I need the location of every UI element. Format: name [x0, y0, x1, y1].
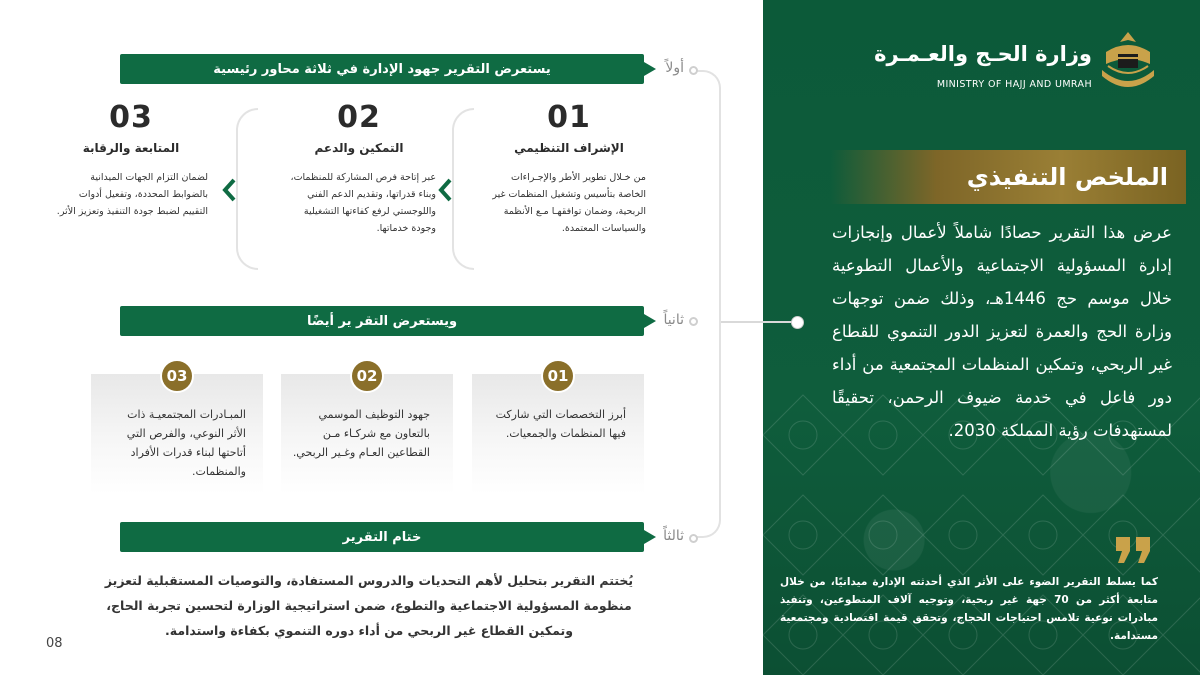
timeline-label-second: ثانياً	[663, 312, 684, 328]
page-number: 08	[46, 636, 63, 651]
closing-text: يُختتم التقرير بتحليل لأهم التحديات والدروس المستفادة، والتوصيات المستقبلية لتعزيز منظومة المسؤولية الاجتماعية والتطوع، ضمن استراتيجية الوزارة لتحسين تجربة الحاج، وتمكين القطاع غير الربحي من أداء دوره التنموي بكفاءة واستدامة.	[104, 573, 634, 638]
card-number-badge: 03	[160, 359, 194, 393]
axis-number: 03	[109, 100, 153, 135]
quote-icon	[1114, 535, 1154, 565]
timeline-dot-third	[689, 534, 698, 543]
axis-text: لضمان التزام الجهات الميدانية بالضوابط المحددة، وتفعيل أدوات التقييم لضبط جودة التنفيذ وتعزيز الأثر.	[56, 172, 208, 217]
ministry-name-arabic: وزارة الحـج والعـمـرة	[874, 42, 1092, 66]
executive-summary-text: عرض هذا التقرير حصادًا شاملاً لأعمال وإنجازات إدارة المسؤولية الاجتماعية والأعمال التطوعية خلال موسم حج 1446هـ، وذلك ضمن توجهات وزارة الحج والعمرة لتعزيز الدور التنموي للقطاع غير الربحي، وتمكين المنظمات المجتمعية من أداء دور فاعل في خدمة ضيوف الرحمن، تحقيقًا لمستهدفات رؤية المملكة 2030.	[832, 223, 1172, 440]
axis-title: الإشراف التنظيمي	[514, 141, 624, 155]
axis-text: عبر إتاحة فرص المشاركة للمنظمات، وبناء قدراتها، وتقديم الدعم الفني واللوجستي لرفع كفاءتها التشغيلية وجودة خدماتها.	[290, 172, 436, 234]
timeline-dot-second	[689, 317, 698, 326]
axis-text: من خـلال تطوير الأطر والإجـراءات الخاصة بتأسيس وتشغيل المنظمات غير الربحية، وضمان توافقهـا مـع الأنظمة والسياسات المعتمدة.	[492, 172, 646, 234]
axis-column-2	[274, 100, 444, 237]
column-divider-curve	[452, 108, 474, 270]
axis-column-1	[484, 100, 654, 237]
chevron-left-icon	[222, 178, 236, 202]
executive-summary-title: الملخص التنفيذي	[966, 163, 1168, 191]
card-number-badge: 01	[541, 359, 575, 393]
chevron-left-icon	[438, 178, 452, 202]
panel-connector-dot	[791, 316, 804, 329]
section2-header: ويستعرض التقر ير أيضًا	[120, 306, 644, 336]
axis-number: 01	[547, 100, 591, 135]
ministry-logo-icon	[1098, 30, 1158, 96]
timeline-dot-first	[689, 66, 698, 75]
axis-number: 02	[337, 100, 381, 135]
card-number-badge: 02	[350, 359, 384, 393]
axis-title: المتابعة والرقابة	[82, 141, 180, 155]
timeline-bracket	[693, 70, 721, 538]
card-text: جهود التوظيف الموسمي بالتعاون مع شركـاء مـن القطاعين العـام وغـير الربحي.	[292, 408, 430, 459]
card-text: المبـادرات المجتمعيـة ذات الأثر النوعي، والفرص التي أتاحتها لبناء قدرات الأفراد والمنظمات.	[126, 408, 246, 478]
axis-column-3	[46, 100, 216, 220]
section3-header: ختام التقرير	[120, 522, 644, 552]
section1-header: يستعرض التقرير جهود الإدارة في ثلاثة محاور رئيسية	[120, 54, 644, 84]
ministry-name-english: MINISTRY OF HAJJ AND UMRAH	[936, 79, 1092, 90]
column-divider-curve	[236, 108, 258, 270]
executive-summary-banner	[830, 150, 1186, 204]
timeline-label-first: أولاً	[665, 60, 684, 76]
card-text: أبرز التخصصات التي شاركت فيها المنظمات والجمعيات.	[495, 408, 626, 440]
summary-quote-text: كما يسلط التقرير الضوء على الأثر الذي أحدثته الإدارة ميدانيًا، من خلال متابعة أكثر من 70 جهة غير ربحية، وتوجيه آلاف المتطوعين، وتنفيذ مبادرات نوعية تلامس احتياجات الحجاج، وتحقق قيمة اقتصادية ومجتمعية مستدامة.	[780, 576, 1158, 642]
timeline-label-third: ثالثاً	[663, 528, 684, 544]
panel-connector-line	[720, 321, 798, 323]
axis-title: التمكين والدعم	[314, 141, 404, 155]
